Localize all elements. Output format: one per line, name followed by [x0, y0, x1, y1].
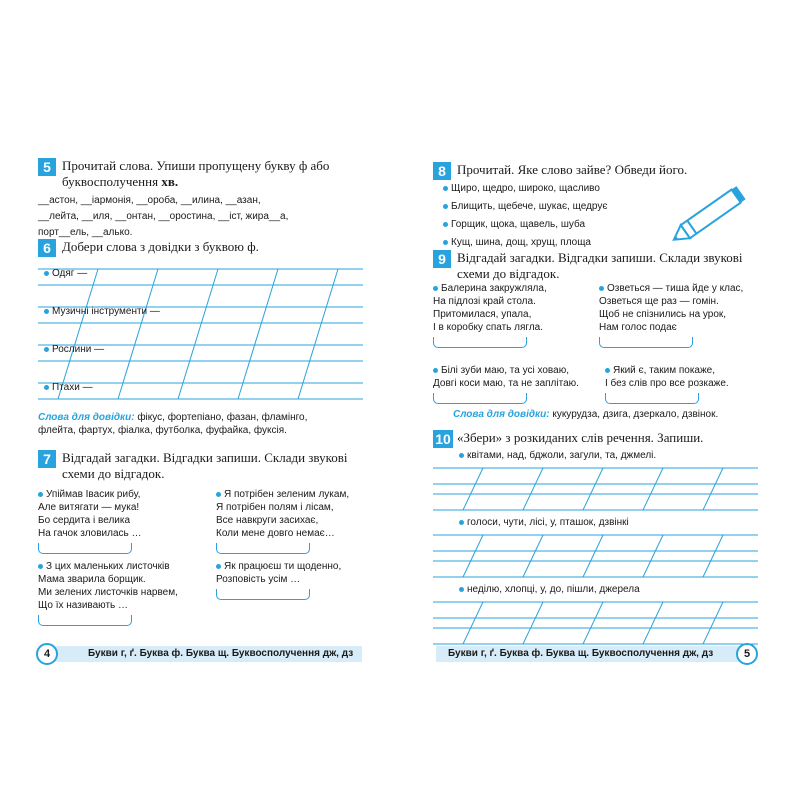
- left-footer: Букви г, ґ. Буква ф. Буква щ. Буквосполучення дж, дз: [48, 646, 362, 662]
- riddle: З цих маленьких листочків Мама зварила борщик. Ми зелених листочків нарвем, Що їх називають …: [38, 560, 178, 626]
- answer-box[interactable]: [216, 589, 310, 600]
- task-title: «Збери» з розкиданих слів речення. Запиши.: [457, 430, 704, 445]
- word-row: Горщик, щока, щавель, шуба: [443, 218, 585, 232]
- page-number: 5: [736, 643, 758, 665]
- task-title-line: буквосполучення: [62, 174, 162, 189]
- writing-lines: [433, 531, 763, 581]
- answer-box[interactable]: [599, 337, 693, 348]
- task-number: 6: [38, 239, 56, 257]
- task-number: 5: [38, 158, 56, 176]
- writing-lines: [433, 464, 763, 514]
- scrambled-sentence: квітами, над, бджоли, загули, та, джмелі.: [459, 450, 656, 462]
- task-number: 10: [433, 430, 453, 448]
- task-title: Відгадай загадки. Відгадки запиши. Склади звукові схеми до відгадок.: [62, 450, 348, 481]
- answer-box[interactable]: [605, 393, 699, 404]
- task-title: Відгадай загадки. Відгадки запиши. Склади звукові схеми до відгадок.: [457, 250, 743, 281]
- task-title: Прочитай. Яке слово зайве? Обведи його.: [457, 162, 688, 177]
- task-number: 9: [433, 250, 451, 268]
- answer-box[interactable]: [38, 615, 132, 626]
- scrambled-sentence: неділю, хлопці, у, до, пішли, джерела: [459, 584, 640, 596]
- riddle: Балерина закружляла, На підлозі край стола. Притомилася, упала, І в коробку спать лягла.: [433, 282, 547, 348]
- answer-box[interactable]: [433, 337, 527, 348]
- category-item: Одяг —: [44, 268, 87, 280]
- scrambled-sentence: голоси, чути, лісі, у, пташок, дзвінкі: [459, 517, 629, 529]
- riddle: Я потрібен зеленим лукам, Я потрібен полям і лісам, Все навкруги засихає, Коли мене довго немає…: [216, 488, 349, 554]
- word-row: Кущ, шина, дощ, хрущ, площа: [443, 236, 591, 250]
- category-item: Музичні інструменти —: [44, 306, 160, 318]
- category-item: Птахи —: [44, 382, 93, 394]
- word-row: Блищить, щебече, шукає, щедрує: [443, 200, 607, 214]
- word-row: __астон, __іармонія, __ороба, __илина, __азан,: [38, 195, 261, 206]
- riddle: Який є, таким покаже, І без слів про все розкаже.: [605, 364, 729, 404]
- reference-words: Слова для довідки: фікус, фортепіано, фазан, фламінго, флейта, фартух, фіалка, футболка, фуфайка, фуксія.: [38, 412, 308, 436]
- word-row: Щиро, щедро, широко, щасливо: [443, 182, 600, 196]
- writing-lines: [433, 598, 763, 648]
- task-number: 7: [38, 450, 56, 468]
- reference-words: Слова для довідки: кукурудза, дзига, дзеркало, дзвінок.: [453, 409, 719, 420]
- reference-label: Слова для довідки:: [38, 412, 135, 423]
- riddle: Як працюєш ти щоденно, Розповість усім …: [216, 560, 341, 600]
- answer-box[interactable]: [38, 543, 132, 554]
- riddle: Білі зуби маю, та усі ховаю, Довгі коси маю, та не заплітаю.: [433, 364, 579, 404]
- answer-box[interactable]: [433, 393, 527, 404]
- task-title: [62, 158, 329, 190]
- task-title-bold: хв.: [161, 174, 179, 189]
- task-number: 8: [433, 162, 451, 180]
- word-row: __лейта, __иля, __онтан, __оростина, __іст, жира__а,: [38, 211, 289, 222]
- pencil-icon: [663, 182, 753, 252]
- word-row: порт__ель, __алько.: [38, 227, 133, 238]
- right-footer: Букви г, ґ. Буква ф. Буква щ. Буквосполучення дж, дз: [436, 646, 740, 662]
- page-number: 4: [36, 643, 58, 665]
- answer-box[interactable]: [216, 543, 310, 554]
- task-title: Добери слова з довідки з буквою ф.: [62, 239, 259, 254]
- task-title-line: Прочитай слова. Упиши пропущену букву ф або: [62, 158, 330, 173]
- category-item: Рослини —: [44, 344, 104, 356]
- reference-label: Слова для довідки:: [453, 409, 550, 420]
- riddle: Упіймав Івасик рибу, Але витягати — мука! Бо сердита і велика На гачок зловилась …: [38, 488, 142, 554]
- riddle: Озветься — тиша йде у клас, Озветься ще раз — гомін. Щоб не спізнились на урок, Нам голос подає: [599, 282, 743, 348]
